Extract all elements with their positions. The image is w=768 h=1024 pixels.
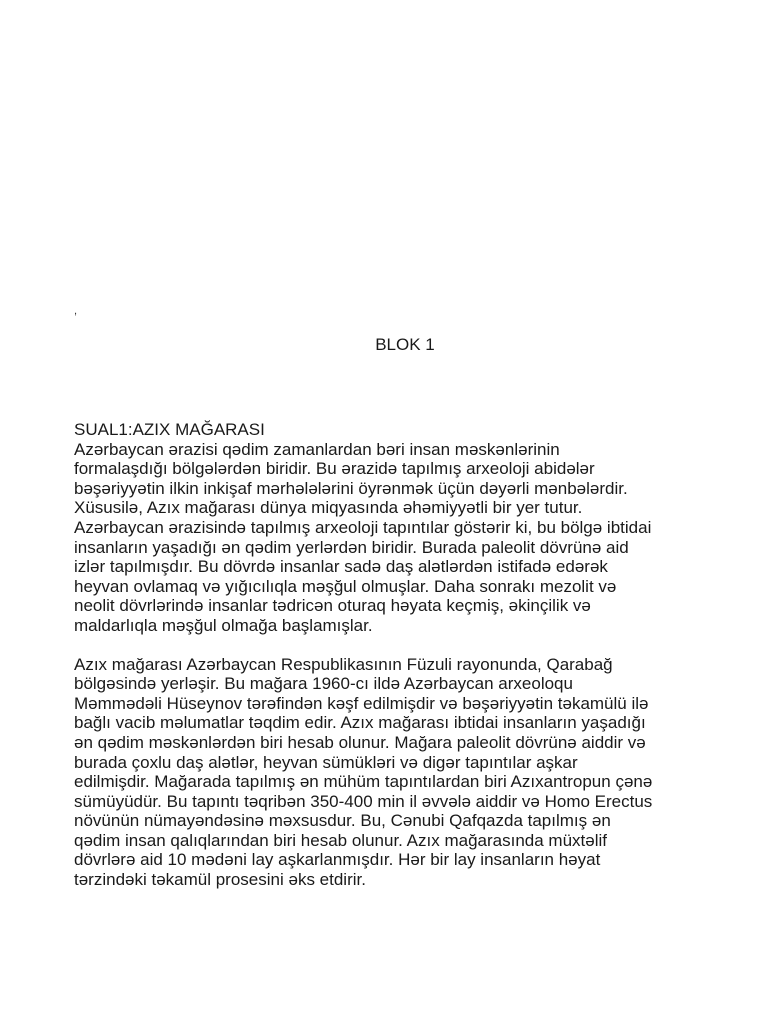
paragraph-line: insanların yaşadığı ən qədim yerlərdən biridir. Burada paleolit dövrünə aid bbox=[74, 537, 629, 557]
paragraph-line: ən qədim məskənlərdən biri hesab olunur. Mağara paleolit dövrünə aiddir və bbox=[74, 732, 646, 752]
paragraph-line: formalaşdığı bölgələrdən biridir. Bu ərazidə tapılmış arxeoloji abidələr bbox=[74, 459, 595, 479]
paragraph-1 bbox=[74, 440, 714, 636]
paragraph-line: Azərbaycan ərazisində tapılmış arxeoloji tapıntılar göstərir ki, bu bölgə ibtidai bbox=[74, 517, 652, 537]
paragraph-line: qədim insan qalıqlarından biri hesab olunur. Azıx mağarasında müxtəlif bbox=[74, 830, 607, 850]
paragraph-line: tərzindəki təkamül prosesini əks etdirir. bbox=[74, 870, 366, 890]
paragraph-line: edilmişdir. Mağarada tapılmış ən mühüm tapıntılardan biri Azıxantropun çənə bbox=[74, 772, 653, 792]
paragraph-line: Məmmədəli Hüseynov tərəfindən kəşf edilmişdir və bəşəriyyətin təkamülü ilə bbox=[74, 693, 649, 713]
paragraph-line: neolit dövrlərində insanlar tədricən oturaq həyata keçmiş, əkinçilik və bbox=[74, 596, 591, 616]
paragraph-line: bəşəriyyətin ilkin inkişaf mərhələlərini öyrənmək üçün dəyərli mənbələrdir. bbox=[74, 478, 628, 498]
block-heading: BLOK 1 bbox=[375, 335, 435, 354]
paragraph-line: izlər tapılmışdır. Bu dövrdə insanlar sadə daş alətlərdən istifadə edərək bbox=[74, 557, 608, 577]
paragraph-line: maldarlıqla məşğul olmağa başlamışlar. bbox=[74, 615, 373, 635]
paragraph-line: Azıx mağarası Azərbaycan Respublikasının Füzuli rayonunda, Qarabağ bbox=[74, 654, 613, 674]
paragraph-line: Azərbaycan ərazisi qədim zamanlardan bəri insan məskənlərinin bbox=[74, 439, 560, 459]
paragraph-line: heyvan ovlamaq və yığıcılıqla məşğul olmuşlar. Daha sonrakı mezolit və bbox=[74, 576, 617, 596]
paragraph-spacer bbox=[74, 636, 714, 655]
stray-comma-mark: , bbox=[74, 305, 78, 317]
paragraph-line: bağlı vacib məlumatlar təqdim edir. Azıx mağarası ibtidai insanların yaşadığı bbox=[74, 713, 646, 733]
document-body bbox=[74, 420, 714, 890]
section-title: SUAL1:AZIX MAĞARASI bbox=[74, 420, 265, 439]
paragraph-2 bbox=[74, 655, 714, 890]
paragraph-line: burada çoxlu daş alətlər, heyvan sümükləri və digər tapıntılar aşkar bbox=[74, 752, 578, 772]
paragraph-line: bölgəsində yerləşir. Bu mağara 1960-cı ildə Azərbaycan arxeoloqu bbox=[74, 674, 573, 694]
paragraph-line: sümüyüdür. Bu tapıntı təqribən 350-400 min il əvvələ aiddir və Homo Erectus bbox=[74, 791, 653, 811]
paragraph-line: dövrlərə aid 10 mədəni lay aşkarlanmışdır. Hər bir lay insanların həyat bbox=[74, 850, 601, 870]
paragraph-line: növünün nümayəndəsinə məxsusdur. Bu, Cənubi Qafqazda tapılmış ən bbox=[74, 811, 611, 831]
paragraph-line: Xüsusilə, Azıx mağarası dünya miqyasında əhəmiyyətli bir yer tutur. bbox=[74, 498, 583, 518]
